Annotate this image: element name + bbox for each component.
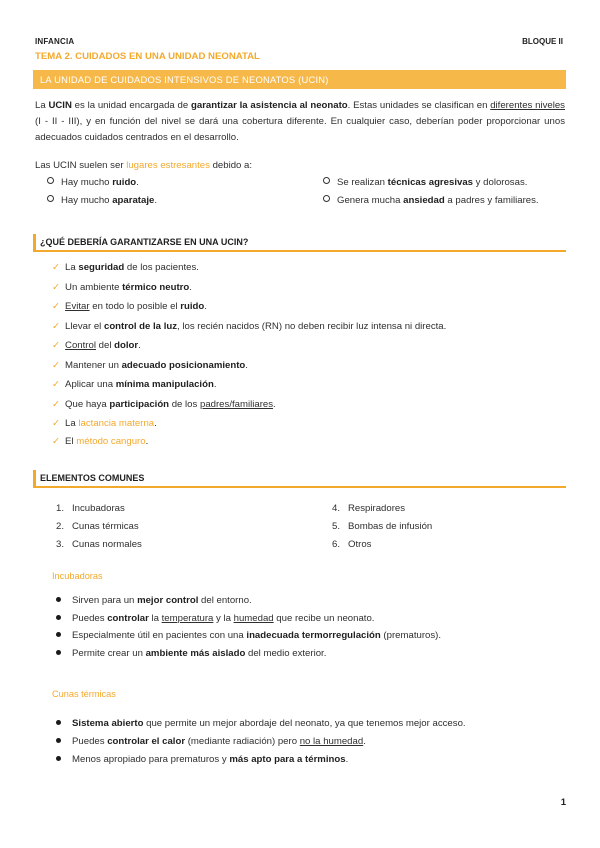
incubator-item: Sirven para un mejor control del entorno. <box>56 595 252 606</box>
thermal-item: Puedes controlar el calor (mediante radiación) pero no la humedad. <box>56 736 366 747</box>
page-number: 1 <box>560 797 566 808</box>
check-icon: ✓ <box>52 320 61 332</box>
common-item: 6. Otros <box>332 539 372 550</box>
check-icon: ✓ <box>52 281 61 293</box>
bullet-icon <box>56 597 61 602</box>
bullet-icon <box>56 720 61 725</box>
incubators-heading: Incubadoras <box>52 571 103 581</box>
ucin-highlight: UCIN <box>48 100 72 111</box>
block-label: BLOQUE II <box>522 37 563 46</box>
intro-paragraph: La UCIN es la unidad encargada de garantizar la asistencia al neonato. Estas unidades se clasifican en diferentes niveles (I - II - III), y en función del nivel se dará una cobertura diferente. En cualquier caso, deberían poder proporcionar unos adecuados cuidados centrados en el desarrollo. <box>35 100 565 143</box>
thermal-heading: Cunas térmicas <box>52 689 116 699</box>
bullet-icon <box>56 650 61 655</box>
guarantee-item: ✓ Mantener un adecuado posicionamiento. <box>52 359 248 371</box>
ring-bullet-icon <box>47 177 54 184</box>
bullet-icon <box>56 615 61 620</box>
guarantee-item: ✓ Control del dolor. <box>52 340 141 351</box>
incubator-item: Puedes controlar la temperatura y la humedad que recibe un neonato. <box>56 613 374 624</box>
guarantee-item: ✓ Llevar el control de la luz, los recién nacidos (RN) no deben recibir luz intensa ni directa. <box>52 320 447 332</box>
ring-bullet-icon <box>47 195 54 202</box>
guarantee-item: ✓ El método canguro. <box>52 436 149 447</box>
thermal-item: Sistema abierto que permite un mejor abordaje del neonato, ya que tenemos mejor acceso. <box>56 718 466 729</box>
check-icon: ✓ <box>52 359 61 371</box>
check-icon: ✓ <box>52 262 61 273</box>
guarantee-heading: ¿QUÉ DEBERÍA GARANTIZARSE EN UNA UCIN? <box>33 234 566 252</box>
common-item: 1. Incubadoras <box>56 503 125 514</box>
thermal-item: Menos apropiado para prematuros y más apto para a términos. <box>56 754 348 765</box>
check-icon: ✓ <box>52 436 61 447</box>
section-banner: LA UNIDAD DE CUIDADOS INTENSIVOS DE NEONATOS (UCIN) <box>33 70 566 89</box>
check-icon: ✓ <box>52 301 61 312</box>
subject-label: INFANCIA <box>35 37 75 46</box>
guarantee-item: ✓ Evitar en todo lo posible el ruido. <box>52 301 207 312</box>
common-item: 4. Respiradores <box>332 503 406 514</box>
check-icon: ✓ <box>52 340 61 351</box>
check-icon: ✓ <box>52 418 61 429</box>
stress-item: Hay mucho ruido. <box>47 177 139 188</box>
guarantee-item: ✓ Aplicar una mínima manipulación. <box>52 379 217 390</box>
stress-intro: Las UCIN suelen ser lugares estresantes debido a: <box>35 160 253 171</box>
guarantee-item: ✓ La lactancia materna. <box>52 418 157 429</box>
bullet-icon <box>56 738 61 743</box>
check-icon: ✓ <box>52 398 61 410</box>
guarantee-item: ✓ La seguridad de los pacientes. <box>52 262 199 273</box>
incubator-item: Permite crear un ambiente más aislado del medio exterior. <box>56 648 326 659</box>
bullet-icon <box>56 756 61 761</box>
common-heading: ELEMENTOS COMUNES <box>33 470 566 488</box>
common-item: 3. Cunas normales <box>56 539 142 550</box>
ring-bullet-icon <box>323 195 330 202</box>
guarantee-item: ✓ Un ambiente térmico neutro. <box>52 281 192 293</box>
guarantee-item: ✓ Que haya participación de los padres/familiares. <box>52 398 276 410</box>
bullet-icon <box>56 632 61 637</box>
check-icon: ✓ <box>52 379 61 390</box>
incubator-item: Especialmente útil en pacientes con una inadecuada termorregulación (prematuros). <box>56 630 441 641</box>
common-item: 5. Bombas de infusión <box>332 521 433 532</box>
stress-item: Genera mucha ansiedad a padres y familiares. <box>323 195 539 206</box>
stress-item: Se realizan técnicas agresivas y dolorosas. <box>323 177 527 188</box>
ring-bullet-icon <box>323 177 330 184</box>
topic-title: TEMA 2. CUIDADOS EN UNA UNIDAD NEONATAL <box>35 51 260 62</box>
common-item: 2. Cunas térmicas <box>56 521 139 532</box>
stress-item: Hay mucho aparataje. <box>47 195 157 206</box>
